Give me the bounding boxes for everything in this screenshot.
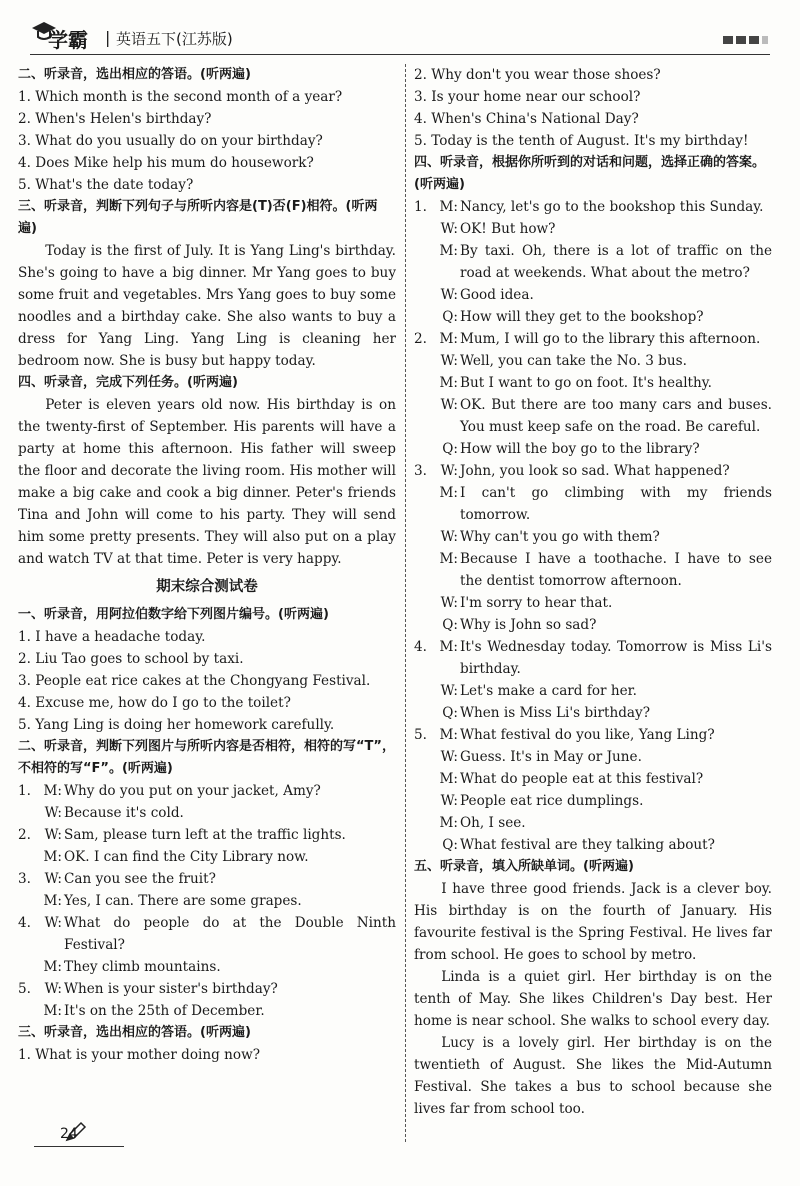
item-number: 5.: [414, 727, 427, 743]
dialogue-text: Because it's cold.: [64, 805, 184, 821]
item-number: [414, 548, 436, 592]
dialogue-text: What do people do at the Double Ninth Festival?: [64, 915, 396, 953]
item-number: [414, 526, 436, 548]
dialogue-line: [414, 196, 772, 218]
item-number: 4.: [18, 915, 31, 931]
dialogue-line: [414, 526, 772, 548]
speaker-label: Q:: [442, 441, 458, 457]
speaker-label: W:: [44, 871, 62, 887]
item-number: [414, 284, 436, 306]
question-line: 5. Today is the tenth of August. It's my birthday!: [414, 133, 749, 149]
dialogue-text: Mum, I will go to the library this afternoon.: [460, 331, 761, 347]
item-number: [414, 768, 436, 790]
item-number: [414, 306, 436, 328]
dialogue-text: What do people eat at this festival?: [460, 771, 704, 787]
dialogue-line: [18, 912, 396, 956]
section-heading: 一、听录音，用阿拉伯数字给下列图片编号。(听两遍): [18, 607, 329, 622]
speaker-label: W:: [44, 805, 62, 821]
dialogue-text: People eat rice dumplings.: [460, 793, 644, 809]
dialogue-line: [414, 614, 772, 636]
brand-logo: 学霸: [48, 28, 88, 52]
dialogue-line: [414, 768, 772, 790]
dialogue-text: OK. I can find the City Library now.: [64, 849, 309, 865]
question-line: 5. What's the date today?: [18, 177, 194, 193]
dialogue-line: [18, 890, 396, 912]
dialogue-line: [414, 812, 772, 834]
passage-paragraph: Linda is a quiet girl. Her birthday is on the tenth of May. She likes Children's Day best. Her home is near school. She walks to school every day.: [414, 969, 772, 1029]
dialogue-text: How will the boy go to the library?: [460, 441, 700, 457]
dialogue-text: By taxi. Oh, there is a lot of traffic on the road at weekends. What about the metro?: [460, 243, 772, 281]
dialogue-line: [414, 460, 772, 482]
speaker-label: M:: [439, 771, 458, 787]
right-column: [414, 64, 772, 1120]
column-divider: [405, 64, 406, 1142]
dialogue-line: [414, 284, 772, 306]
dialogue-text: Because I have a toothache. I have to see the dentist tomorrow afternoon.: [460, 551, 772, 589]
dialogue-line: [414, 240, 772, 284]
dialogue-list: [18, 780, 396, 1022]
dialogue-line: [414, 636, 772, 680]
footer-rule: [34, 1146, 124, 1147]
page-header: [30, 20, 770, 55]
page-number: 24: [60, 1126, 78, 1142]
speaker-label: W:: [440, 595, 458, 611]
dialogue-line: [414, 592, 772, 614]
passage-paragraph: Lucy is a lovely girl. Her birthday is on the twentieth of August. She likes the Mid-Autumn Festival. She takes a bus to school because she lives far from school too.: [414, 1035, 772, 1117]
item-number: [414, 702, 436, 724]
dialogue-line: [414, 702, 772, 724]
dialogue-line: [18, 956, 396, 978]
dialogue-text: It's Wednesday today. Tomorrow is Miss Li's birthday.: [460, 639, 772, 677]
dialogue-line: [414, 372, 772, 394]
dialogue-list: [414, 196, 772, 856]
speaker-label: M:: [439, 485, 458, 501]
speaker-label: W:: [44, 915, 62, 931]
dialogue-text: Nancy, let's go to the bookshop this Sunday.: [460, 199, 764, 215]
section-heading: 四、听录音，根据你所听到的对话和问题，选择正确的答案。(听两遍): [414, 155, 766, 192]
item-number: [414, 834, 436, 856]
dialogue-text: John, you look so sad. What happened?: [460, 463, 730, 479]
question-line: 3. What do you usually do on your birthday?: [18, 133, 323, 149]
question-line: 3. People eat rice cakes at the Chongyang Festival.: [18, 673, 371, 689]
header-separator: |: [105, 28, 111, 47]
dialogue-line: [414, 306, 772, 328]
item-number: 2.: [414, 331, 427, 347]
speaker-label: M:: [439, 639, 458, 655]
dialogue-text: I'm sorry to hear that.: [460, 595, 613, 611]
section-heading: 五、听录音，填入所缺单词。(听两遍): [414, 859, 634, 874]
dialogue-text: Let's make a card for her.: [460, 683, 637, 699]
speaker-label: Q:: [442, 309, 458, 325]
item-number: 1.: [414, 199, 427, 215]
dialogue-line: [414, 482, 772, 526]
item-number: 5.: [18, 981, 31, 997]
speaker-label: W:: [440, 287, 458, 303]
dialogue-line: [18, 824, 396, 846]
dialogue-line: [414, 218, 772, 240]
item-number: [414, 438, 436, 460]
dialogue-line: [414, 680, 772, 702]
item-number: [414, 790, 436, 812]
speaker-label: W:: [440, 683, 458, 699]
dialogue-line: [18, 1000, 396, 1022]
speaker-label: M:: [439, 199, 458, 215]
dialogue-line: [18, 802, 396, 824]
passage-paragraph: I have three good friends. Jack is a clever boy. His birthday is on the fourth of January. His favourite festival is the Spring Festival. He lives far from school. He goes to school by metro.: [414, 881, 772, 963]
dialogue-line: [414, 834, 772, 856]
dialogue-text: Can you see the fruit?: [64, 871, 216, 887]
item-number: [18, 846, 40, 868]
question-line: 1. Which month is the second month of a year?: [18, 89, 343, 105]
item-number: 4.: [414, 639, 427, 655]
speaker-label: W:: [440, 463, 458, 479]
speaker-label: W:: [440, 749, 458, 765]
item-number: [18, 956, 40, 978]
question-line: 1. What is your mother doing now?: [18, 1047, 261, 1063]
item-number: 1.: [18, 783, 31, 799]
item-number: [414, 592, 436, 614]
speaker-label: M:: [439, 815, 458, 831]
speaker-label: M:: [43, 1003, 62, 1019]
dialogue-line: [414, 746, 772, 768]
dialogue-text: I can't go climbing with my friends tomorrow.: [460, 485, 772, 523]
item-number: [414, 218, 436, 240]
dialogue-line: [18, 868, 396, 890]
dialogue-text: OK. But there are too many cars and buses. You must keep safe on the road. Be careful.: [460, 397, 772, 435]
speaker-label: W:: [44, 827, 62, 843]
item-number: [414, 372, 436, 394]
question-line: 2. Liu Tao goes to school by taxi.: [18, 651, 244, 667]
section-heading: 二、听录音，判断下列图片与所听内容是否相符，相符的写“T”，不相符的写“F”。(听两遍): [18, 739, 395, 776]
speaker-label: M:: [43, 783, 62, 799]
dialogue-text: When is Miss Li's birthday?: [460, 705, 650, 721]
speaker-label: M:: [439, 727, 458, 743]
dialogue-text: They climb mountains.: [64, 959, 221, 975]
speaker-label: W:: [440, 221, 458, 237]
dialogue-text: Well, you can take the No. 3 bus.: [460, 353, 687, 369]
dialogue-line: [414, 790, 772, 812]
item-number: [414, 812, 436, 834]
item-number: [414, 680, 436, 702]
speaker-label: Q:: [442, 705, 458, 721]
speaker-label: M:: [439, 331, 458, 347]
book-title: 英语五下(江苏版): [116, 30, 233, 48]
dialogue-line: [414, 394, 772, 438]
dialogue-text: Good idea.: [460, 287, 534, 303]
question-line: 1. I have a headache today.: [18, 629, 206, 645]
speaker-label: W:: [440, 353, 458, 369]
speaker-label: W:: [440, 793, 458, 809]
dialogue-text: Why can't you go with them?: [460, 529, 660, 545]
speaker-label: W:: [440, 397, 458, 413]
item-number: 3.: [414, 463, 427, 479]
dialogue-text: Why do you put on your jacket, Amy?: [64, 783, 321, 799]
dialogue-text: Why is John so sad?: [460, 617, 597, 633]
dialogue-text: Sam, please turn left at the traffic lights.: [64, 827, 346, 843]
dialogue-text: When is your sister's birthday?: [64, 981, 278, 997]
dialogue-text: Yes, I can. There are some grapes.: [64, 893, 302, 909]
item-number: [414, 394, 436, 438]
dialogue-line: [18, 978, 396, 1000]
item-number: 2.: [18, 827, 31, 843]
dialogue-line: [414, 548, 772, 592]
question-line: 2. Why don't you wear those shoes?: [414, 67, 661, 83]
dialogue-text: What festival do you like, Yang Ling?: [460, 727, 715, 743]
dialogue-text: OK! But how?: [460, 221, 556, 237]
dialogue-text: Guess. It's in May or June.: [460, 749, 642, 765]
speaker-label: M:: [439, 375, 458, 391]
item-number: [414, 350, 436, 372]
left-column: [18, 64, 396, 1066]
speaker-label: Q:: [442, 617, 458, 633]
question-line: 4. Does Mike help his mum do housework?: [18, 155, 314, 171]
dialogue-text: It's on the 25th of December.: [64, 1003, 265, 1019]
exam-title: 期末综合测试卷: [156, 579, 258, 595]
dialogue-line: [414, 438, 772, 460]
section-heading: 三、听录音，判断下列句子与所听内容是(T)否(F)相符。(听两遍): [18, 199, 378, 236]
item-number: [18, 890, 40, 912]
item-number: 3.: [18, 871, 31, 887]
question-line: 5. Yang Ling is doing her homework carefully.: [18, 717, 335, 733]
section-heading: 三、听录音，选出相应的答语。(听两遍): [18, 1025, 251, 1040]
speaker-label: M:: [43, 893, 62, 909]
item-number: [414, 240, 436, 284]
dialogue-text: How will they get to the bookshop?: [460, 309, 704, 325]
passage-paragraph: Peter is eleven years old now. His birthday is on the twenty-first of September. His parents will have a party at home this afternoon. His father will sweep the floor and decorate the living room. His mother will make a big cake and cook a big dinner. Peter's friends Tina and John will come to his party. They will send him some pretty presents. They will also put on a play and watch TV at that time. Peter is very happy.: [18, 397, 396, 567]
question-line: 2. When's Helen's birthday?: [18, 111, 212, 127]
question-line: 4. Excuse me, how do I go to the toilet?: [18, 695, 291, 711]
dialogue-line: [414, 328, 772, 350]
dialogue-line: [414, 724, 772, 746]
dialogue-line: [18, 780, 396, 802]
dialogue-text: What festival are they talking about?: [460, 837, 715, 853]
item-number: [18, 1000, 40, 1022]
passage-paragraph: Today is the first of July. It is Yang Ling's birthday. She's going to have a big dinner. Mr Yang goes to buy some fruit and vegetables. Mrs Yang goes to buy some noodles and a birthday cake. She also wants to buy a dress for Yang Ling. Yang Ling is cleaning her bedroom now. She is busy but happy today.: [18, 243, 396, 369]
speaker-label: Q:: [442, 837, 458, 853]
item-number: [414, 614, 436, 636]
speaker-label: W:: [440, 529, 458, 545]
header-decoration: [723, 36, 768, 44]
item-number: [414, 482, 436, 526]
speaker-label: M:: [43, 849, 62, 865]
section-heading: 二、听录音，选出相应的答语。(听两遍): [18, 67, 251, 82]
dialogue-line: [414, 350, 772, 372]
question-line: 4. When's China's National Day?: [414, 111, 639, 127]
speaker-label: M:: [43, 959, 62, 975]
speaker-label: W:: [44, 981, 62, 997]
section-heading: 四、听录音，完成下列任务。(听两遍): [18, 375, 238, 390]
item-number: [414, 746, 436, 768]
dialogue-line: [18, 846, 396, 868]
question-line: 3. Is your home near our school?: [414, 89, 641, 105]
item-number: [18, 802, 40, 824]
dialogue-text: But I want to go on foot. It's healthy.: [460, 375, 712, 391]
dialogue-text: Oh, I see.: [460, 815, 526, 831]
speaker-label: M:: [439, 243, 458, 259]
speaker-label: M:: [439, 551, 458, 567]
